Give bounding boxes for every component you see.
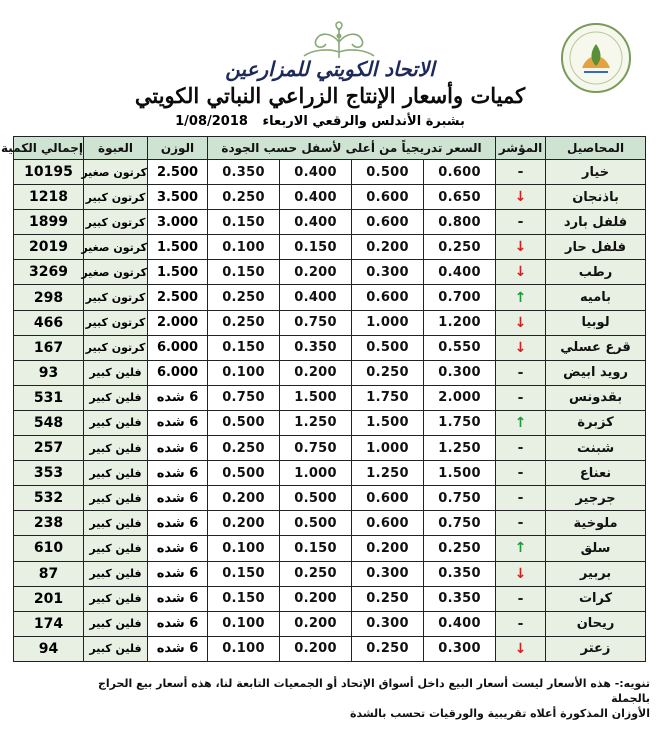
price-2: 0.600 [352, 185, 424, 210]
table-row [14, 235, 646, 260]
product-name: فلفل بارد [546, 210, 646, 235]
price-1: 2.000 [424, 385, 496, 410]
price-2: 0.200 [352, 235, 424, 260]
price-3: 0.400 [280, 210, 352, 235]
price-1: 0.250 [424, 235, 496, 260]
product-name: باميه [546, 285, 646, 310]
total-quantity: 2019 [14, 235, 84, 260]
table-row [14, 285, 646, 310]
trend-indicator: - [496, 385, 546, 410]
price-3: 0.400 [280, 160, 352, 185]
header-weight: الوزن [148, 137, 208, 160]
weight: 2.000 [148, 310, 208, 335]
kuwait-farmers-federation-logo-icon [560, 22, 632, 94]
weight: 6.000 [148, 360, 208, 385]
packaging: كرتون صغير [84, 160, 148, 185]
price-2: 0.250 [352, 636, 424, 661]
trend-indicator: - [496, 210, 546, 235]
packaging: كرتون كبير [84, 210, 148, 235]
table-row [14, 360, 646, 385]
price-4: 0.250 [208, 310, 280, 335]
product-name: زعتر [546, 636, 646, 661]
price-1: 0.650 [424, 185, 496, 210]
total-quantity: 1218 [14, 185, 84, 210]
price-2: 0.600 [352, 511, 424, 536]
product-name: شبنت [546, 436, 646, 461]
price-1: 1.750 [424, 410, 496, 435]
total-quantity: 353 [14, 461, 84, 486]
weight: 3.500 [148, 185, 208, 210]
product-name: ملوخية [546, 511, 646, 536]
trend-indicator: - [496, 160, 546, 185]
price-4: 0.350 [208, 160, 280, 185]
table-row [14, 486, 646, 511]
price-4: 0.150 [208, 561, 280, 586]
total-quantity: 1899 [14, 210, 84, 235]
total-quantity: 3269 [14, 260, 84, 285]
price-3: 0.250 [280, 561, 352, 586]
price-2: 0.300 [352, 260, 424, 285]
price-1: 0.250 [424, 536, 496, 561]
price-1: 0.550 [424, 335, 496, 360]
price-1: 0.750 [424, 486, 496, 511]
packaging: فلين كبير [84, 636, 148, 661]
product-name: بقدونس [546, 385, 646, 410]
page-title: كميات وأسعار الإنتاج الزراعي النباتي الكويتي [134, 83, 526, 108]
weight: 2.500 [148, 285, 208, 310]
price-4: 0.250 [208, 436, 280, 461]
trend-indicator: ↑ [496, 285, 546, 310]
price-1: 0.350 [424, 561, 496, 586]
weight: 6 شده [148, 461, 208, 486]
table-row [14, 260, 646, 285]
packaging: فلين كبير [84, 436, 148, 461]
table-row [14, 335, 646, 360]
trend-indicator: ↓ [496, 310, 546, 335]
packaging: فلين كبير [84, 586, 148, 611]
weight: 6 شده [148, 486, 208, 511]
organization-name: الاتحاد الكويتي للمزارعين [225, 57, 435, 81]
weight: 6 شده [148, 385, 208, 410]
price-2: 0.600 [352, 486, 424, 511]
table-row [14, 611, 646, 636]
price-1: 0.400 [424, 611, 496, 636]
trend-indicator: ↓ [496, 235, 546, 260]
weight: 6 شده [148, 561, 208, 586]
header [0, 0, 656, 132]
price-1: 1.250 [424, 436, 496, 461]
weight: 2.500 [148, 160, 208, 185]
price-2: 0.600 [352, 210, 424, 235]
product-name: نعناع [546, 461, 646, 486]
price-4: 0.100 [208, 636, 280, 661]
price-4: 0.100 [208, 536, 280, 561]
price-1: 1.200 [424, 310, 496, 335]
trend-indicator: - [496, 511, 546, 536]
weight: 1.500 [148, 235, 208, 260]
weight: 6 شده [148, 436, 208, 461]
trend-indicator: ↑ [496, 410, 546, 435]
price-3: 0.200 [280, 636, 352, 661]
price-3: 1.500 [280, 385, 352, 410]
table-row [14, 536, 646, 561]
product-name: جرجير [546, 486, 646, 511]
trend-indicator: ↓ [496, 185, 546, 210]
price-table-container [1, 136, 645, 662]
price-1: 0.300 [424, 360, 496, 385]
total-quantity: 610 [14, 536, 84, 561]
price-4: 0.150 [208, 210, 280, 235]
product-name: كزبرة [546, 410, 646, 435]
price-2: 1.000 [352, 436, 424, 461]
price-1: 0.350 [424, 586, 496, 611]
price-4: 0.750 [208, 385, 280, 410]
total-quantity: 174 [14, 611, 84, 636]
price-1: 0.600 [424, 160, 496, 185]
table-body [14, 160, 646, 662]
trend-indicator: ↓ [496, 260, 546, 285]
market-location: بشبرة الأندلس والرقعي الاربعاء [262, 114, 465, 129]
weight: 1.500 [148, 260, 208, 285]
price-4: 0.100 [208, 611, 280, 636]
trend-indicator: - [496, 360, 546, 385]
packaging: فلين كبير [84, 461, 148, 486]
price-3: 0.200 [280, 360, 352, 385]
table-row [14, 636, 646, 661]
price-3: 0.350 [280, 335, 352, 360]
trend-indicator: - [496, 486, 546, 511]
price-4: 0.100 [208, 235, 280, 260]
total-quantity: 532 [14, 486, 84, 511]
weight: 3.000 [148, 210, 208, 235]
trend-indicator: ↑ [496, 536, 546, 561]
price-2: 0.250 [352, 360, 424, 385]
price-2: 1.750 [352, 385, 424, 410]
product-name: سلق [546, 536, 646, 561]
product-name: باذنجان [546, 185, 646, 210]
table-row [14, 310, 646, 335]
packaging: كرتون صغير [84, 235, 148, 260]
packaging: كرتون كبير [84, 185, 148, 210]
product-name: فلفل حار [546, 235, 646, 260]
total-quantity: 94 [14, 636, 84, 661]
price-4: 0.200 [208, 511, 280, 536]
total-quantity: 548 [14, 410, 84, 435]
price-3: 1.250 [280, 410, 352, 435]
trend-indicator: ↓ [496, 636, 546, 661]
packaging: كرتون كبير [84, 335, 148, 360]
price-1: 1.500 [424, 461, 496, 486]
price-4: 0.250 [208, 185, 280, 210]
table-row [14, 561, 646, 586]
price-4: 0.500 [208, 410, 280, 435]
price-3: 0.150 [280, 235, 352, 260]
product-name: بربير [546, 561, 646, 586]
price-3: 1.000 [280, 461, 352, 486]
packaging: كرتون كبير [84, 310, 148, 335]
price-3: 0.400 [280, 185, 352, 210]
table-row [14, 461, 646, 486]
price-2: 0.300 [352, 561, 424, 586]
total-quantity: 298 [14, 285, 84, 310]
price-3: 0.200 [280, 586, 352, 611]
weight: 6 شده [148, 410, 208, 435]
product-name: رطب [546, 260, 646, 285]
price-2: 0.500 [352, 160, 424, 185]
price-2: 1.250 [352, 461, 424, 486]
price-1: 0.750 [424, 511, 496, 536]
price-1: 0.700 [424, 285, 496, 310]
product-name: قرع عسلي [546, 335, 646, 360]
price-2: 0.500 [352, 335, 424, 360]
total-quantity: 238 [14, 511, 84, 536]
packaging: فلين كبير [84, 486, 148, 511]
weight: 6.000 [148, 335, 208, 360]
table-row [14, 185, 646, 210]
packaging: كرتون كبير [84, 285, 148, 310]
header-indicator: المؤشر [496, 137, 546, 160]
price-3: 0.500 [280, 511, 352, 536]
price-4: 0.150 [208, 335, 280, 360]
total-quantity: 466 [14, 310, 84, 335]
trend-indicator: ↓ [496, 561, 546, 586]
weight: 6 شده [148, 586, 208, 611]
header-packaging: العبوة [84, 137, 148, 160]
price-3: 0.200 [280, 611, 352, 636]
table-row [14, 586, 646, 611]
total-quantity: 167 [14, 335, 84, 360]
market-subtitle [150, 114, 490, 129]
packaging: فلين كبير [84, 511, 148, 536]
trend-indicator: - [496, 586, 546, 611]
price-4: 0.250 [208, 285, 280, 310]
total-quantity: 93 [14, 360, 84, 385]
weight: 6 شده [148, 636, 208, 661]
product-name: خيار [546, 160, 646, 185]
price-3: 0.750 [280, 436, 352, 461]
packaging: كرتون صغير [84, 260, 148, 285]
total-quantity: 87 [14, 561, 84, 586]
trend-indicator: - [496, 436, 546, 461]
table-row [14, 511, 646, 536]
packaging: فلين كبير [84, 561, 148, 586]
footnote-line-2: الأوزان المذكورة أعلاه تقريبية والورقيات تحسب بالشدة [350, 707, 650, 720]
footnote-line-1: تنويه:- هذه الأسعار ليست أسعار البيع داخل أسواق الإتحاد أو الجمعيات التابعة لنا، هذه أسعار بيع الحراج بالجملة [97, 677, 650, 705]
total-quantity: 10195 [14, 160, 84, 185]
table-row [14, 410, 646, 435]
price-3: 0.400 [280, 285, 352, 310]
total-quantity: 201 [14, 586, 84, 611]
weight: 6 شده [148, 511, 208, 536]
price-3: 0.500 [280, 486, 352, 511]
bulletin-date: 1/08/2018 [175, 114, 248, 129]
product-name: رويد ابيض [546, 360, 646, 385]
price-4: 0.100 [208, 360, 280, 385]
table-row [14, 160, 646, 185]
table-row [14, 436, 646, 461]
header-product: المحاصيل [546, 137, 646, 160]
product-name: كرات [546, 586, 646, 611]
trend-indicator: - [496, 461, 546, 486]
product-name: لوبيا [546, 310, 646, 335]
price-2: 0.600 [352, 285, 424, 310]
price-table [1, 136, 646, 662]
footnote [60, 676, 650, 721]
weight: 6 شده [148, 536, 208, 561]
weight: 6 شده [148, 611, 208, 636]
table-row [14, 210, 646, 235]
packaging: فلين كبير [84, 360, 148, 385]
packaging: فلين كبير [84, 536, 148, 561]
price-4: 0.150 [208, 260, 280, 285]
price-3: 0.200 [280, 260, 352, 285]
packaging: فلين كبير [84, 410, 148, 435]
price-2: 0.250 [352, 586, 424, 611]
price-2: 1.500 [352, 410, 424, 435]
price-3: 0.150 [280, 536, 352, 561]
price-3: 0.750 [280, 310, 352, 335]
floral-ornament-icon [298, 22, 380, 62]
header-price: السعر تدريجياً من أعلى لأسفل حسب الجودة [208, 137, 496, 160]
price-2: 0.300 [352, 611, 424, 636]
total-quantity: 531 [14, 385, 84, 410]
price-1: 0.800 [424, 210, 496, 235]
header-total: إجمالي الكمية [14, 137, 84, 160]
price-1: 0.400 [424, 260, 496, 285]
product-name: ريحان [546, 611, 646, 636]
price-2: 1.000 [352, 310, 424, 335]
table-row [14, 385, 646, 410]
price-4: 0.500 [208, 461, 280, 486]
trend-indicator: ↓ [496, 335, 546, 360]
table-header-row [14, 137, 646, 160]
packaging: فلين كبير [84, 385, 148, 410]
price-1: 0.300 [424, 636, 496, 661]
trend-indicator: - [496, 611, 546, 636]
total-quantity: 257 [14, 436, 84, 461]
price-4: 0.150 [208, 586, 280, 611]
price-2: 0.200 [352, 536, 424, 561]
price-4: 0.200 [208, 486, 280, 511]
packaging: فلين كبير [84, 611, 148, 636]
